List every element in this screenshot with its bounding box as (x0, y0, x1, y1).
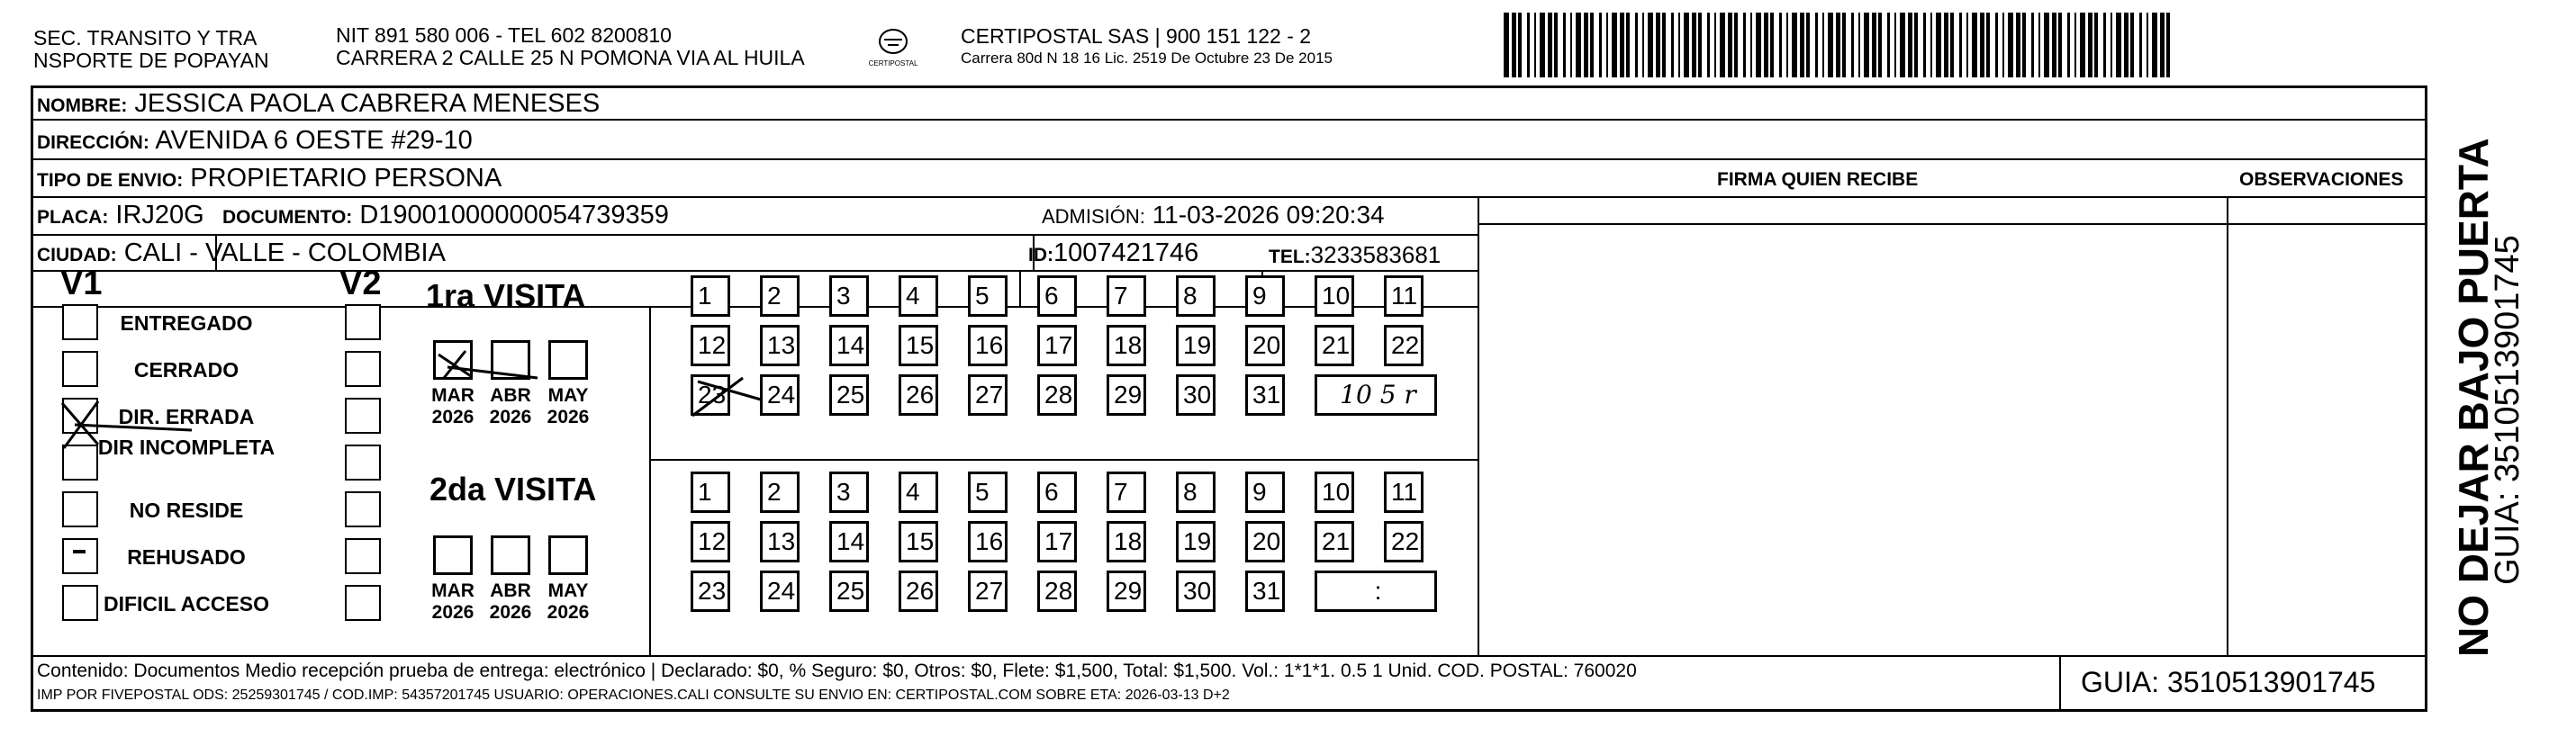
barcode-bar (2152, 13, 2157, 77)
delivery-form (31, 85, 2427, 712)
day-box[interactable]: 3 (829, 472, 869, 513)
barcode-bar (1662, 13, 1666, 77)
tipo-label: TIPO DE ENVIO: (37, 170, 184, 191)
barcode-bar (1995, 13, 1998, 77)
nombre-field (37, 88, 600, 121)
ciudad-label: CIUDAD: (37, 245, 117, 265)
day-box[interactable]: 29 (1107, 374, 1146, 416)
direccion-value: AVENIDA 6 OESTE #29-10 (155, 126, 473, 155)
time-box[interactable]: 10 5 r (1315, 374, 1437, 416)
status-label: DIR. ERRADA (118, 405, 255, 428)
day-box[interactable]: 29 (1107, 571, 1146, 612)
day-box[interactable]: 14 (829, 325, 869, 366)
barcode-bar (1548, 13, 1552, 77)
barcode-bar (1590, 13, 1594, 77)
v2-checkbox[interactable] (345, 398, 381, 434)
barcode-bar (2052, 13, 2056, 77)
barcode-bar (1671, 13, 1674, 77)
barcode-bar (1518, 13, 1522, 77)
barcode-bar (2067, 13, 2070, 77)
day-box[interactable]: 30 (1176, 374, 1216, 416)
barcode-bar (2074, 13, 2076, 77)
barcode-bar (2031, 13, 2034, 77)
handwritten-x-mark (57, 394, 201, 466)
barcode-bar (2116, 13, 2121, 77)
barcode-bar (1692, 13, 1696, 77)
barcode-bar (2139, 13, 2142, 77)
barcode-bar (1606, 13, 1608, 77)
barcode-bar (1959, 13, 1962, 77)
day-box[interactable]: 26 (899, 571, 938, 612)
barcode-bar (1786, 13, 1788, 77)
handwritten-day-mark (689, 373, 770, 427)
documento-field (222, 200, 669, 233)
day-box[interactable]: 21 (1315, 325, 1354, 366)
day-box[interactable]: 19 (1176, 325, 1216, 366)
tel-label: TEL: (1269, 247, 1311, 267)
day-box[interactable]: 5 (968, 275, 1008, 317)
v2-checkbox[interactable] (345, 445, 381, 481)
day-box[interactable]: 23 (691, 374, 730, 416)
status-label: CERRADO (133, 358, 240, 382)
barcode-bar (2088, 13, 2092, 77)
day-box[interactable]: 19 (1176, 521, 1216, 562)
barcode-bar (2002, 13, 2004, 77)
barcode-bar (1678, 13, 1680, 77)
barcode-bar (2147, 13, 2148, 77)
sender-name (33, 27, 269, 72)
day-box[interactable]: 17 (1037, 325, 1077, 366)
placa-value: IRJ20G (115, 201, 204, 229)
barcode-bar (1728, 13, 1732, 77)
day-box[interactable]: 12 (691, 521, 730, 562)
day-box[interactable]: 2 (760, 275, 800, 317)
barcode (1504, 13, 2170, 77)
barcode-bar (1842, 13, 1846, 77)
v2-checkbox[interactable] (345, 538, 381, 574)
v2-checkbox[interactable] (345, 491, 381, 527)
barcode-bar (1540, 13, 1545, 77)
day-box[interactable]: 13 (760, 521, 800, 562)
month-year-label (543, 580, 593, 624)
month-label: ABR (490, 385, 531, 406)
day-box[interactable]: 16 (968, 325, 1008, 366)
logo-text: CERTIPOSTAL (868, 59, 918, 67)
barcode-bar (1950, 13, 1954, 77)
day-box[interactable]: 25 (829, 571, 869, 612)
barcode-bar (1554, 13, 1558, 77)
day-box[interactable]: 6 (1037, 275, 1077, 317)
sender-line-2: NSPORTE DE POPAYAN (33, 49, 269, 72)
barcode-bar (1626, 13, 1630, 77)
day-box[interactable]: 11 (1384, 275, 1424, 317)
day-box[interactable]: 14 (829, 521, 869, 562)
observaciones-header: OBSERVACIONES (2239, 169, 2404, 190)
barcode-bar (1806, 13, 1810, 77)
day-box[interactable]: 17 (1037, 521, 1077, 562)
barcode-bar (1923, 13, 1926, 77)
barcode-bar (1584, 13, 1588, 77)
barcode-bar (2094, 13, 2098, 77)
day-box[interactable]: 27 (968, 571, 1008, 612)
year-label: 2026 (547, 407, 590, 427)
month-checkbox[interactable] (433, 535, 473, 575)
day-box[interactable]: 15 (899, 521, 938, 562)
v1-header: V1 (60, 265, 103, 302)
certipostal-logo (857, 23, 929, 73)
barcode-bar (1872, 13, 1876, 77)
sender-contact (336, 24, 805, 69)
ciudad-value: CALI - VALLE - COLOMBIA (123, 238, 446, 267)
small-mark (73, 550, 86, 553)
barcode-bar (1779, 13, 1782, 77)
day-box[interactable]: 11 (1384, 472, 1424, 513)
courier-line-2: Carrera 80d N 18 16 Lic. 2519 De Octubre 23 De 2015 (961, 49, 1333, 67)
placa-label: PLACA: (37, 207, 109, 228)
day-box[interactable]: 23 (691, 571, 730, 612)
month-year-label (428, 580, 478, 624)
barcode-bar (2016, 13, 2020, 77)
nombre-value: JESSICA PAOLA CABRERA MENESES (134, 89, 601, 118)
day-box[interactable]: 7 (1107, 472, 1146, 513)
id-field (1028, 238, 1198, 271)
barcode-bar (1966, 13, 1968, 77)
barcode-bar (1620, 13, 1624, 77)
barcode-bar (1599, 13, 1602, 77)
barcode-bar (2124, 13, 2129, 77)
courier-info (961, 24, 1333, 69)
day-box[interactable]: 18 (1107, 521, 1146, 562)
barcode-bar (2130, 13, 2134, 77)
month-label: MAR (431, 580, 475, 601)
barcode-bar (1944, 13, 1948, 77)
barcode-bar (2080, 13, 2085, 77)
barcode-bar (2022, 13, 2026, 77)
day-box[interactable]: 18 (1107, 325, 1146, 366)
status-label: REHUSADO (127, 545, 246, 569)
barcode-bar (1720, 13, 1725, 77)
day-box[interactable]: 8 (1176, 472, 1216, 513)
documento-value: D19001000000054739359 (359, 201, 669, 229)
barcode-bar (2166, 13, 2170, 77)
month-year-label (485, 580, 536, 624)
day-box[interactable]: 2 (760, 472, 800, 513)
barcode-bar (1635, 13, 1638, 77)
barcode-bar (2160, 13, 2165, 77)
barcode-bar (1764, 13, 1768, 77)
barcode-bar (1656, 13, 1660, 77)
barcode-bar (1822, 13, 1824, 77)
day-box[interactable]: 1 (691, 472, 730, 513)
barcode-bar (1576, 13, 1581, 77)
barcode-bar (1900, 13, 1905, 77)
barcode-bar (2058, 13, 2062, 77)
barcode-bar (1800, 13, 1804, 77)
id-value: 1007421746 (1053, 238, 1199, 267)
barcode-bar (1707, 13, 1710, 77)
barcode-bar (1858, 13, 1860, 77)
barcode-bar (2111, 13, 2112, 77)
barcode-bar (1527, 13, 1530, 77)
barcode-bar (1930, 13, 1932, 77)
year-label: 2026 (489, 602, 532, 623)
status-label: NO RESIDE (129, 499, 244, 522)
day-box[interactable]: 13 (760, 325, 800, 366)
placa-field (37, 200, 204, 233)
barcode-bar (1914, 13, 1918, 77)
day-box[interactable]: 6 (1037, 472, 1077, 513)
barcode-bar (1980, 13, 1984, 77)
id-label: ID: (1028, 245, 1053, 265)
day-box[interactable]: 30 (1176, 571, 1216, 612)
day-box[interactable]: 5 (968, 472, 1008, 513)
barcode-bar (2103, 13, 2106, 77)
day-box[interactable]: 20 (1245, 325, 1285, 366)
admision-value: 11-03-2026 09:20:34 (1152, 201, 1385, 229)
courier-line-1: CERTIPOSTAL SAS | 900 151 122 - 2 (961, 24, 1312, 48)
nombre-label: NOMBRE: (37, 95, 128, 116)
barcode-bar (1743, 13, 1746, 77)
time-box[interactable]: : (1315, 571, 1437, 612)
tel-value: 3233583681 (1310, 241, 1442, 268)
day-box[interactable]: 12 (691, 325, 730, 366)
firma-header: FIRMA QUIEN RECIBE (1717, 169, 1919, 190)
barcode-bar (2008, 13, 2013, 77)
tel-field (1269, 239, 1441, 273)
v2-checkbox[interactable] (345, 585, 381, 621)
documento-label: DOCUMENTO: (222, 207, 353, 228)
barcode-bar (1642, 13, 1644, 77)
year-label: 2026 (547, 602, 590, 623)
day-box[interactable]: 15 (899, 325, 938, 366)
v2-checkbox[interactable] (345, 351, 381, 387)
barcode-bar (1851, 13, 1854, 77)
day-box[interactable]: 31 (1245, 374, 1285, 416)
barcode-bar (1894, 13, 1896, 77)
day-box[interactable]: 3 (829, 275, 869, 317)
day-box[interactable]: 7 (1107, 275, 1146, 317)
year-label: 2026 (431, 602, 475, 623)
imp-text: IMP POR FIVEPOSTAL ODS: 25259301745 / COD.IMP: 54357201745 USUARIO: OPERACIONES.CALI CONSULTE SU ENVIO EN: CERTIPOSTAL.COM SOBRE ETA: 2026-03-13 D+2 (37, 688, 1230, 703)
year-label: 2026 (489, 407, 532, 427)
barcode-bar (1512, 13, 1516, 77)
barcode-bar (1648, 13, 1653, 77)
day-box[interactable]: 22 (1384, 325, 1424, 366)
no-dejar-bajo-puerta: NO DEJAR BAJO PUERTA (2450, 138, 2497, 657)
barcode-bar (1714, 13, 1716, 77)
day-box[interactable]: 8 (1176, 275, 1216, 317)
day-box[interactable]: 9 (1245, 275, 1285, 317)
admision-label: ADMISIÓN: (1042, 205, 1145, 228)
day-box[interactable]: 21 (1315, 521, 1354, 562)
barcode-bar (1828, 13, 1833, 77)
barcode-bar (1612, 13, 1617, 77)
day-box[interactable]: 10 (1315, 472, 1354, 513)
barcode-bar (1972, 13, 1977, 77)
month-label: ABR (490, 580, 531, 601)
v2-header: V2 (339, 265, 382, 302)
day-box[interactable]: 10 (1315, 275, 1354, 317)
month-label: MAR (431, 385, 475, 406)
second-visit-title: 2da VISITA (429, 471, 597, 508)
barcode-bar (1864, 13, 1869, 77)
barcode-bar (1684, 13, 1689, 77)
barcode-bar (2044, 13, 2049, 77)
barcode-bar (1792, 13, 1797, 77)
barcode-bar (1770, 13, 1774, 77)
day-box[interactable]: 24 (760, 571, 800, 612)
contenido-text: Contenido: Documentos Medio recepción prueba de entrega: electrónico | Declarado: $0, % Seguro: $0, Otros: $0, Flete: $1,500, Total: $1,500. Vol.: 1*1*1. 0.5 1 Unid. COD. POSTAL: 760020 (37, 661, 1637, 681)
status-label: DIFICIL ACCESO (103, 592, 269, 616)
month-label: MAY (547, 580, 589, 601)
day-box[interactable]: 9 (1245, 472, 1285, 513)
barcode-bar (1815, 13, 1818, 77)
v2-checkbox[interactable] (345, 304, 381, 340)
barcode-bar (1756, 13, 1761, 77)
footer-guia: GUIA: 3510513901745 (2081, 666, 2376, 698)
handwritten-month-mark (429, 342, 574, 396)
direccion-field (37, 125, 473, 158)
contact-line-1: NIT 891 580 006 - TEL 602 8200810 (336, 23, 672, 47)
direccion-label: DIRECCIÓN: (37, 132, 149, 153)
month-checkbox[interactable] (548, 535, 588, 575)
sender-line-1: SEC. TRANSITO Y TRA (33, 26, 258, 49)
day-box[interactable]: 20 (1245, 521, 1285, 562)
admision-field (1042, 200, 1385, 232)
status-label: DIR INCOMPLETA (97, 436, 276, 459)
day-box[interactable]: 16 (968, 521, 1008, 562)
day-box[interactable]: 4 (899, 275, 938, 317)
status-label: ENTREGADO (120, 311, 253, 335)
barcode-bar (1750, 13, 1752, 77)
day-box[interactable]: 22 (1384, 521, 1424, 562)
barcode-bar (1936, 13, 1941, 77)
tipo-value: PROPIETARIO PERSONA (190, 164, 502, 193)
barcode-bar (2038, 13, 2040, 77)
month-label: MAY (547, 385, 589, 406)
day-box[interactable]: 1 (691, 275, 730, 317)
barcode-bar (1887, 13, 1890, 77)
day-box[interactable]: 24 (760, 374, 800, 416)
barcode-bar (1986, 13, 1990, 77)
first-visit-title: 1ra VISITA (426, 277, 586, 314)
barcode-bar (1734, 13, 1738, 77)
barcode-bar (1534, 13, 1536, 77)
day-box[interactable]: 27 (968, 374, 1008, 416)
barcode-bar (1836, 13, 1840, 77)
day-box[interactable]: 25 (829, 374, 869, 416)
barcode-bar (1878, 13, 1882, 77)
barcode-bar (1908, 13, 1912, 77)
barcode-bar (1563, 13, 1566, 77)
barcode-bar (1504, 13, 1509, 77)
year-label: 2026 (431, 407, 475, 427)
day-box[interactable]: 26 (899, 374, 938, 416)
tipo-envio-field (37, 163, 502, 196)
month-checkbox[interactable] (491, 535, 530, 575)
day-box[interactable]: 4 (899, 472, 938, 513)
barcode-bar (1570, 13, 1572, 77)
barcode-bar (1698, 13, 1702, 77)
day-box[interactable]: 28 (1037, 571, 1077, 612)
day-box[interactable]: 31 (1245, 571, 1285, 612)
day-box[interactable]: 28 (1037, 374, 1077, 416)
contact-line-2: CARRERA 2 CALLE 25 N POMONA VIA AL HUILA (336, 46, 805, 69)
side-guia: GUIA: 3510513901745 (2489, 235, 2526, 585)
